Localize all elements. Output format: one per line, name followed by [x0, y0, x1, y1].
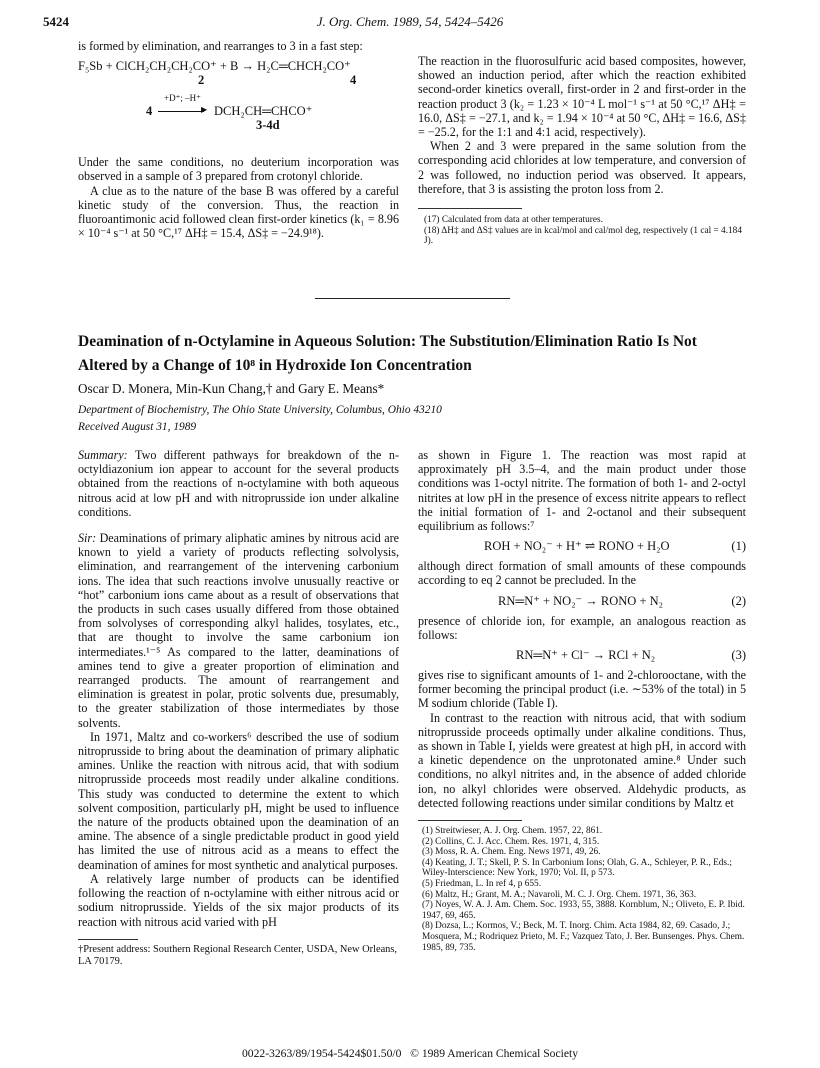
equation-b-label: 3-4d — [256, 118, 280, 133]
equation-a-label-4: 4 — [350, 73, 357, 88]
equation-3: RN═N⁺ + Cl⁻ → RCl + N₂ — [516, 648, 656, 663]
body-right-column — [418, 448, 746, 953]
equation-2: RN═N⁺ + NO₂⁻ → RONO + N₂ — [498, 593, 664, 608]
equation-1: ROH + NO₂⁻ + H⁺ ⇌ RONO + H₂O — [484, 539, 670, 554]
equation-3-row — [418, 642, 746, 668]
equation-3-number: (3) — [731, 648, 746, 663]
summary-label: Summary: — [78, 448, 128, 462]
article-authors: Oscar D. Monera, Min-Kun Chang,† and Gary E. Means* — [78, 381, 385, 396]
received-date: Received August 31, 1989 — [78, 421, 197, 433]
reference-item: (1) Streitwieser, A. J. Org. Chem. 1957, 22, 861. — [422, 826, 603, 837]
equation-2-number: (2) — [731, 593, 746, 608]
equation-b-arrow — [158, 111, 204, 112]
reference-item: (5) Friedman, L. In ref 4, p 655. — [422, 879, 542, 890]
body-left-paragraph-1 — [78, 531, 399, 730]
body-right-paragraph-4: gives rise to significant amounts of 1- and 2-chlorooctane, with the former becoming the principal product (i.e. ∼53% of the total) in 5 M sodium chloride (Table I). — [418, 668, 746, 711]
body-right-paragraph-3: presence of chloride ion, for example, an analogous reaction as follows: — [418, 613, 746, 642]
arrow-head-icon: ▶ — [201, 105, 208, 115]
equation-1-number: (1) — [731, 539, 746, 554]
top-left-column — [78, 39, 399, 240]
reference-item: (2) Collins, C. J. Acc. Chem. Res. 1971, 4, 315. — [422, 836, 600, 847]
top-left-paragraph-2: A clue as to the nature of the base B was offered by a careful kinetic study of the conversion. Thus, the reaction in fluoroantimonic acid followed clean first-order kinetics (k₁ = 8.96 × 10⁻⁴ s⁻¹ at 50 °C,¹⁷ ΔH‡ = 15.4, ΔS‡ = −24.9¹⁸). — [78, 183, 399, 241]
footnote-rule — [418, 208, 522, 209]
references-rule — [418, 820, 522, 821]
footer-code: 0022-3263/89/1954-5424$01.50/0 — [242, 1047, 402, 1060]
reference-item: (7) Noyes, W. A. J. Am. Chem. Soc. 1933, 55, 3888. Kornblum, N.; Oliveto, E. P. Ibid. 1947, 69, 465. — [422, 900, 745, 921]
equation-b-left: 4 — [146, 104, 153, 119]
section-divider — [315, 298, 510, 299]
body-right-paragraph-1: as shown in Figure 1. The reaction was most rapid at approximately pH 3.5–4, and the main product under those conditions was 1-octyl nitrite. The formation of both 1- and 2-octyl nitrites at low pH in the presence of excess nitrite appears to reflect the initial formation of 1- and 2-octanol and their subsequent equilibrium as follows:⁷ — [418, 448, 746, 534]
reference-item: (4) Keating, J. T.; Skell, P. S. In Carbonium Ions; Olah, G. A., Schleyer, P. R., Eds.; Wiley-Interscience: New York, 1970; Vol. II, p 573. — [422, 857, 732, 879]
body-right-paragraph-5: In contrast to the reaction with nitrous acid, that with sodium nitroprusside proceeds optimally under alkaline conditions. Thus, as shown in Table I, yields were greatest at high pH, in accord with a kinetic dependence on the unprotonated amine.⁸ Under such conditions, no alkyl nitrites and, in the absence of added chloride ion, no alkyl chlorides were observed. Aldehydic products, as detected following reactions under similar conditions by Maltz et — [418, 710, 746, 810]
reference-item: (6) Maltz, H.; Grant, M. A.; Navaroli, M. C. J. Org. Chem. 1971, 36, 363. — [422, 889, 697, 900]
journal-header: J. Org. Chem. 1989, 54, 5424–5426 — [316, 14, 504, 29]
top-left-paragraph-1: Under the same conditions, no deuterium incorporation was observed in a sample of 3 prepared from crotonyl chloride. — [78, 155, 399, 184]
footnote-rule-left — [78, 939, 138, 940]
body-left-paragraph-3: A relatively large number of products can be identified following the reaction of n-octylamine with either nitrous acid or sodium nitroprusside. Yields of the six major products of its reaction with nitrous acid varied with pH — [78, 871, 399, 929]
top-right-paragraph-1: The reaction in the fluorosulfuric acid based composites, however, showed an induction period, after which the reaction exhibited second-order kinetics overall, first-order in 2 and first-order in the reaction product 3 (k₂ = 1.23 × 10⁻⁴ L mol⁻¹ s⁻¹ at 50 °C,¹⁷ ΔH‡ = 16.0, ΔS‡ = −27.1, and k₂ = 1.94 × 10⁻⁴ at 50 °C, ΔH‡ = 16.6, ΔS‡ = −25.2, for the 1:1 and 4:1 acid, respectively). — [418, 54, 746, 140]
body-left-paragraph-2: In 1971, Maltz and co-workers⁶ described the use of sodium nitroprusside to bring about the deamination of primary aliphatic amines. Unlike the reaction with nitrous acid, that with sodium nitroprusside proceeds most readily under alkaline conditions. This study was conducted to determine the extent to which solvent composition, particularly pH, might be used to influence the nature of the products obtained upon the deamination of an amine. The absence of a single predictable product in good yield has limited the use of nitrous acid as a means to effect the deamination of amines for most synthetic and analytical purposes. — [78, 729, 399, 872]
equation-b-right: DCH₂CH═CHCO⁺ — [214, 104, 313, 119]
footnote-18: (18) ΔH‡ and ΔS‡ values are in kcal/mol and cal/mol deg, respectively (1 cal = 4.184 J). — [424, 225, 742, 247]
top-right-column — [418, 54, 746, 247]
equation-a-label-2: 2 — [198, 73, 205, 88]
summary-paragraph — [78, 448, 399, 519]
page-number: 5424 — [43, 14, 69, 29]
sir-label: Sir: — [78, 531, 97, 546]
scheme-equations — [78, 53, 399, 155]
top-left-intro: is formed by elimination, and rearranges to 3 in a fast step: — [78, 39, 363, 53]
summary-text: Two different pathways for breakdown of the n-octyldiazonium ion appear to account for the several products obtained from the reactions of n-octylamine with both aqueous nitrous acid at low pH and with nitroprusside ion under alkaline conditions. — [78, 448, 399, 519]
equation-1-row — [418, 533, 746, 559]
reference-item: (8) Dozsa, L.; Kormos, V.; Beck, M. T. Inorg. Chim. Acta 1984, 82, 69. Casado, J.; Mosquera, M.; Rodriquez Prieto, M. F.; Vazquez Tato, J. Ber. Bunsenges. Phys. Chem. 1985, 89, 735. — [422, 921, 745, 953]
footer-line — [0, 1047, 820, 1060]
reference-item: (3) Moss, R. A. Chem. Eng. News 1971, 49, 26. — [422, 847, 601, 858]
body-left-paragraph-1-text: Deaminations of primary aliphatic amines by nitrous acid are known to yield a variety of products reflecting solvolysis, elimination, and rearrangement of the intervening carbonium ions. The idea that such reactions involve unusually reactive or “hot” carbonium ions came about as a result of observations that the products in such cases usually differed from those obtained from solvolyses of corresponding alkyl halides, tosylates, etc., that are thought to involve the same carbonium ion intermediates.¹⁻⁵ As compared to the latter, deaminations of amines tend to give a greater proportion of elimination and rearranged products. The amount of rearrangement and elimination is greatest in polar, protic solvents due, presumably, to the greater stabilization of those intermediates by those solvents. — [78, 531, 400, 730]
body-right-paragraph-2: although direct formation of small amounts of these compounds according to eq 2 cannot be precluded. In the — [418, 559, 746, 588]
article-affiliation: Department of Biochemistry, The Ohio State University, Columbus, Ohio 43210 — [78, 404, 442, 416]
footer-copyright: © 1989 American Chemical Society — [410, 1047, 578, 1060]
equation-b-arrow-label: +D⁺; –H⁺ — [164, 93, 201, 104]
article-title: Deamination of n-Octylamine in Aqueous Solution: The Substitution/Elimination Ratio Is Not Altered by a Change of 10⁸ in Hydroxide Ion Concentration — [78, 333, 697, 374]
footnote-17: (17) Calculated from data at other temperatures. — [424, 215, 603, 226]
top-right-paragraph-2: When 2 and 3 were prepared in the same solution from the corresponding acid chlorides at low temperature, and conversion of 2 was followed, no induction period was observed. It appears, therefore, that 3 is assisting the proton loss from 2. — [418, 139, 746, 196]
equation-2-row — [418, 588, 746, 614]
present-address-footnote: †Present address: Southern Regional Research Center, USDA, New Orleans, LA 70179. — [78, 943, 398, 967]
reference-list — [418, 826, 746, 953]
body-left-column — [78, 448, 399, 967]
equation-a: F₅Sb + ClCH₂CH₂CH₂CO⁺ + B → H₂C═CHCH₂CO⁺ — [78, 59, 351, 74]
